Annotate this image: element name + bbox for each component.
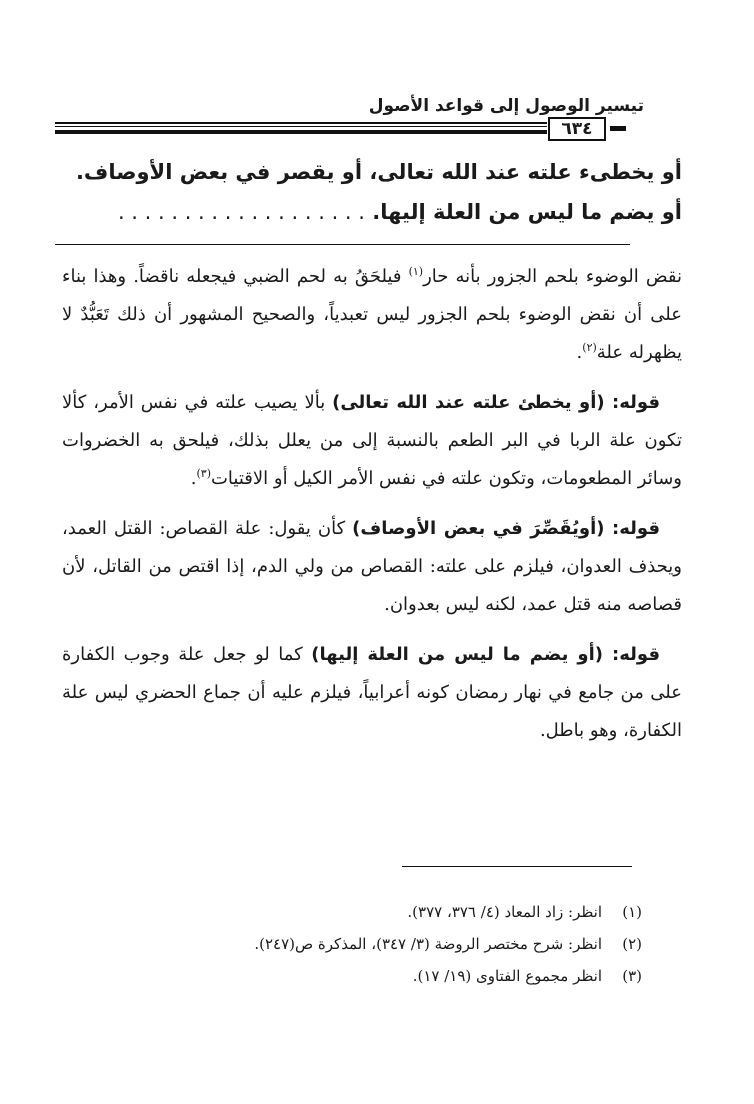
footnote-2-num: (٢) bbox=[622, 935, 642, 953]
p3-text: كأن يقول: علة القصاص: القتل العمد، ويحذف العدوان، فيلزم على علته: القصاص من ولي الدم، إذا اقتص من القاتل، لأن قصاصه منه قتل عمد، لكنه ليس بعدوان. bbox=[62, 518, 682, 615]
matn-separator-rule bbox=[55, 244, 630, 245]
p4-text: كما لو جعل علة وجوب الكفارة على من جامع في نهار رمضان كونه أعرابياً، فيلزم عليه أن جماع الحضري ليس علة الكفارة، وهو باطل. bbox=[62, 644, 682, 741]
p4-quote: (أو يضم ما ليس من العلة إليها) bbox=[311, 644, 613, 665]
p2-quote: (أو يخطئ علته عند الله تعالى) bbox=[332, 392, 613, 413]
matn-dots: . . . . . . . . . . . . . . . . . . . bbox=[117, 200, 365, 224]
matn-line-1: أو يخطىء علته عند الله تعالى، أو يقصر في بعض الأوصاف. bbox=[75, 160, 682, 184]
footnote-1 bbox=[122, 896, 642, 928]
p3-lead: قوله: bbox=[612, 518, 660, 539]
footnote-3-text: انظر مجموع الفتاوى (١٩/ ١٧). bbox=[412, 967, 602, 985]
footnote-rule bbox=[402, 866, 632, 867]
header-rule bbox=[55, 122, 547, 127]
footnote-1-num: (١) bbox=[622, 903, 642, 921]
footnote-2-text: انظر: شرح مختصر الروضة (٣/ ٣٤٧)، المذكرة ص(٢٤٧). bbox=[254, 935, 602, 953]
paragraph-2 bbox=[62, 384, 682, 498]
commentary bbox=[62, 258, 682, 762]
footnotes bbox=[122, 896, 642, 992]
p3-quote: (أويُقَصِّرَ في بعض الأوصاف) bbox=[352, 518, 613, 539]
p1-part2: فيلحَقُ به لحم الضبي فيجعله ناقضاً. وهذا بناء على أن نقض الوضوء بلحم الجزور ليس تعبدياً، والصحيح المشهور أن ذلك تَعَبُّدٌ لا يظهرله علة bbox=[62, 266, 682, 363]
footnote-ref-2: (٢) bbox=[582, 341, 597, 354]
paragraph-3 bbox=[62, 510, 682, 624]
page-number-bar bbox=[610, 126, 626, 131]
header-rule-thick bbox=[55, 130, 547, 134]
matn-line-2 bbox=[62, 192, 682, 232]
page-number: ٦٣٤ bbox=[548, 117, 606, 141]
footnote-ref-3: (٣) bbox=[196, 467, 211, 480]
p2-end: . bbox=[190, 468, 197, 489]
footnote-1-text: انظر: زاد المعاد (٤/ ٣٧٦، ٣٧٧). bbox=[407, 903, 602, 921]
paragraph-1 bbox=[62, 258, 682, 372]
p2-text: بألا يصيب علته في نفس الأمر، كألا تكون علة الربا في البر الطعم بالنسبة إلى من يعلل بذلك، فيلحق به الخضروات وسائر المطعومات، وتكون علته في نفس الأمر الكيل أو الاقتيات bbox=[62, 392, 682, 489]
p4-lead: قوله: bbox=[612, 644, 660, 665]
matn-text bbox=[62, 152, 682, 232]
paragraph-4 bbox=[62, 636, 682, 750]
footnote-3 bbox=[122, 960, 642, 992]
footnote-3-num: (٣) bbox=[622, 967, 642, 985]
footnote-2 bbox=[122, 928, 642, 960]
p2-lead: قوله: bbox=[612, 392, 660, 413]
footnote-ref-1: (١) bbox=[408, 265, 424, 278]
p1-end: . bbox=[576, 342, 583, 363]
running-title: تيسير الوصول إلى قواعد الأصول bbox=[368, 96, 644, 116]
p1-part1: نقض الوضوء بلحم الجزور بأنه حار bbox=[423, 266, 682, 287]
matn-line-2-text: أو يضم ما ليس من العلة إليها. bbox=[372, 200, 682, 224]
